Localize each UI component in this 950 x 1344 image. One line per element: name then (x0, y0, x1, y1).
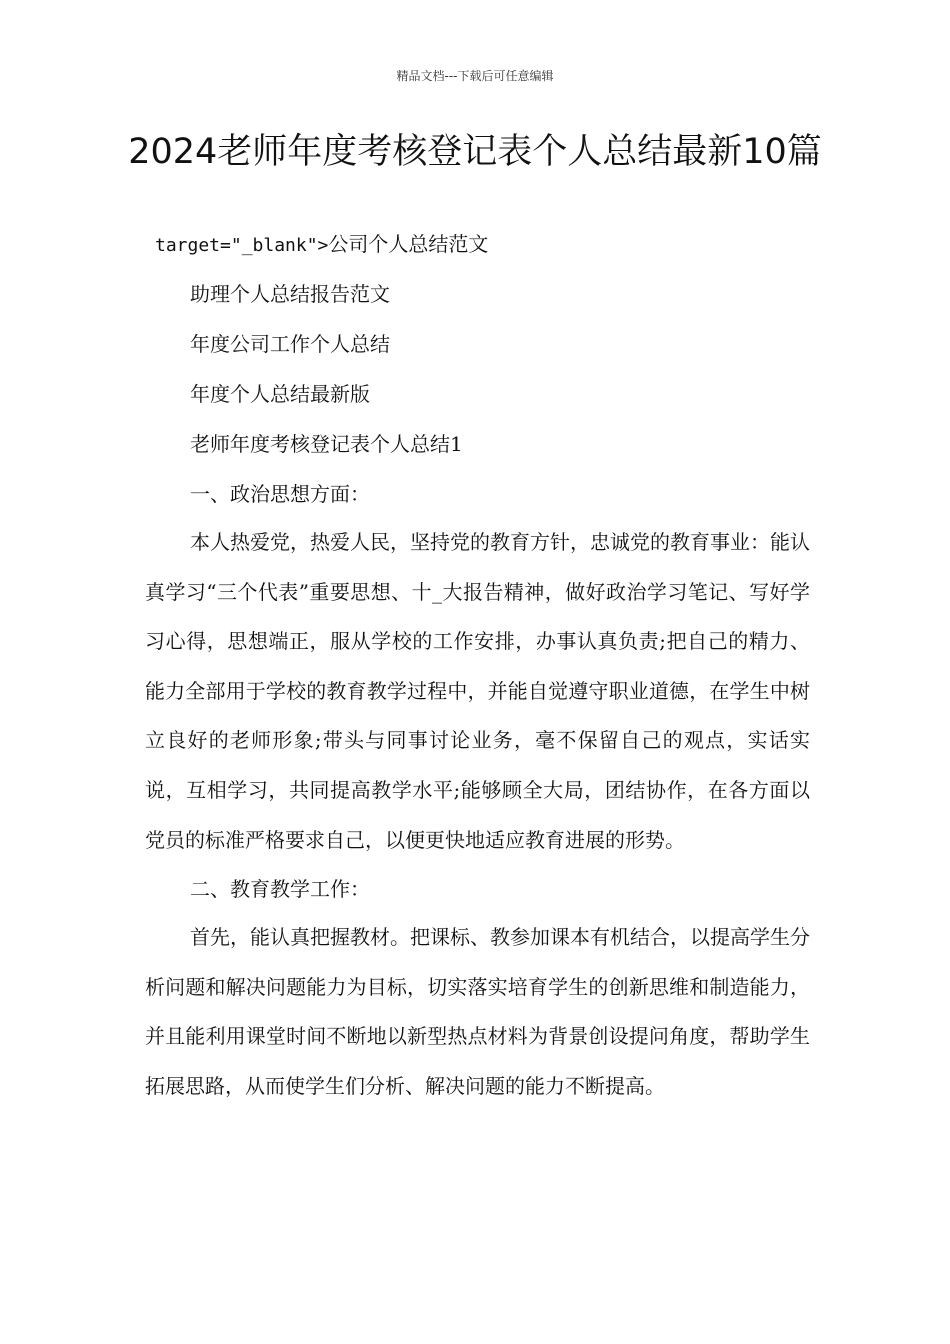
section-heading: 一、政治思想方面： (190, 482, 370, 506)
section-heading: 二、教育教学工作： (190, 877, 370, 902)
section-paragraph: 本人热爱党，热爱人民，坚持党的教育方针，忠诚党的教育事业：能认真学习“三个代表”重要思想、十_大报告精神，做好政治学习笔记、写好学习心得，思想端正，服从学校的工作安排，办事认真负责;把自己的精力、能力全部用于学校的教育教学过程中，并能自觉遵守职业道德，在学生中树立良好的老师形象;带头与同事讨论业务，毫不保留自己的观点，实话实说，互相学习，共同提高教学水平;能够顾全大局，团结协作，在各方面以党员的标准严格要求自己，以便更快地适应教育进展的形势。 (145, 530, 810, 852)
link-line[interactable] (145, 230, 810, 258)
link-item[interactable]: 老师年度考核登记表个人总结1 (190, 432, 463, 456)
link-item[interactable]: 年度公司工作个人总结 (190, 332, 390, 356)
document-body (145, 230, 810, 1112)
header-note: 精品文档---下载后可任意编辑 (396, 69, 554, 83)
section-paragraph: 首先，能认真把握教材。把课标、教参加课本有机结合，以提高学生分析问题和解决问题能力为目标，切实落实培育学生的创新思维和制造能力，并且能利用课堂时间不断地以新型热点材料为背景创设提问角度，帮助学生拓展思路，从而使学生们分析、解决问题的能力不断提高。 (145, 925, 810, 1098)
link-line-code: target="_blank"> (155, 235, 329, 256)
link-line-text: 公司个人总结范文 (328, 232, 489, 256)
link-item[interactable]: 年度个人总结最新版 (190, 382, 370, 406)
link-item[interactable]: 助理个人总结报告范文 (190, 282, 390, 306)
document-title: 2024老师年度考核登记表个人总结最新10篇 (128, 132, 822, 172)
